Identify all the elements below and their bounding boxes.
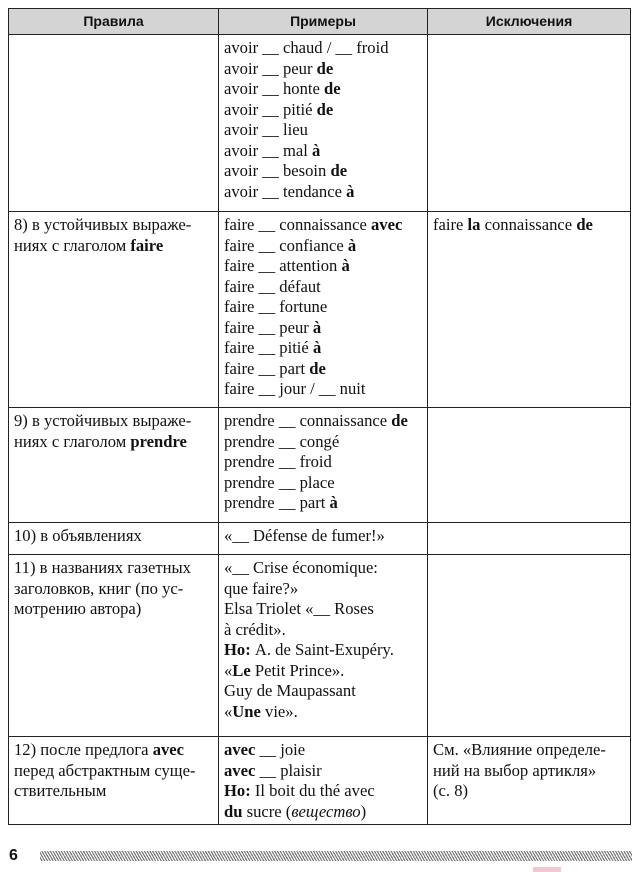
page-number: 6	[9, 847, 18, 864]
text: «	[224, 701, 233, 721]
text: A. de Saint-Exupéry.	[250, 640, 394, 659]
example-cell	[219, 35, 428, 212]
text-line	[14, 526, 213, 547]
text-line	[224, 100, 422, 121]
exception-cell	[428, 737, 631, 825]
text: мотрению автора)	[14, 599, 142, 618]
text: connaissance	[480, 215, 577, 234]
text: avoir __ chaud / __ froid	[224, 38, 389, 57]
text-line	[224, 182, 422, 203]
text-line	[224, 256, 422, 277]
text-line	[224, 781, 422, 802]
bold-text: avec	[224, 760, 256, 780]
text-line	[224, 141, 422, 162]
text-line	[224, 681, 422, 702]
bold-text: à	[341, 256, 350, 275]
text: faire	[433, 215, 468, 234]
text-line	[224, 620, 422, 641]
text: __ plaisir	[255, 760, 322, 780]
text-line	[14, 236, 213, 257]
bold-text: à	[346, 181, 355, 201]
text-line	[224, 236, 422, 257]
text: перед абстрактным суще-	[14, 760, 196, 780]
bold-text: faire	[130, 235, 164, 255]
bold-text: Но:	[224, 781, 251, 800]
text-line	[14, 215, 213, 236]
bold-text: de	[391, 411, 408, 430]
text: __ joie	[255, 740, 306, 759]
text-line	[14, 599, 213, 620]
text-line	[433, 761, 625, 782]
bold-text: avec	[152, 740, 185, 759]
bold-text: avec	[370, 215, 403, 234]
text: avoir __ peur	[224, 58, 317, 78]
bold-text: Le	[232, 660, 251, 680]
text-line	[433, 215, 625, 236]
text-line	[14, 761, 213, 782]
text: Elsa Triolet «__ Roses	[224, 599, 374, 618]
text-line	[224, 277, 422, 298]
rule-cell	[9, 737, 219, 825]
exception-cell	[428, 523, 631, 555]
table-row	[9, 35, 631, 212]
text: à crédit».	[224, 619, 286, 639]
text-line	[224, 802, 422, 823]
text: faire __ attention	[224, 256, 342, 275]
rule-cell	[9, 408, 219, 523]
text: ниях с глаголом	[14, 235, 131, 255]
text: 12) после предлога	[14, 740, 153, 759]
bold-text: à	[347, 235, 357, 255]
example-cell	[219, 212, 428, 408]
text: faire __ pitié	[224, 338, 313, 357]
footer-pink-mark	[533, 867, 561, 872]
bold-text: de	[576, 215, 593, 234]
rule-cell	[9, 35, 219, 212]
text-line	[14, 579, 213, 600]
text-line	[224, 79, 422, 100]
text: sucre (	[242, 801, 292, 821]
text: faire __ connaissance	[224, 215, 371, 234]
header-examples: Примеры	[219, 9, 428, 35]
exception-cell	[428, 555, 631, 737]
text: faire __ jour / __ nuit	[224, 379, 366, 398]
text: 10) в объявлениях	[14, 526, 142, 545]
bold-text: à	[312, 317, 322, 337]
text: 11) в названиях газетных	[14, 558, 191, 577]
bold-text: de	[316, 58, 334, 78]
text: prendre __ part	[224, 493, 330, 512]
bold-text: la	[467, 215, 481, 234]
text-line	[224, 661, 422, 682]
table-row	[9, 408, 631, 523]
table-row	[9, 737, 631, 825]
footer-hatch-divider	[40, 851, 632, 861]
header-rules: Правила	[9, 9, 219, 35]
table-row	[9, 523, 631, 555]
text: avoir __ honte	[224, 79, 325, 98]
example-cell	[219, 408, 428, 523]
text-line	[224, 38, 422, 59]
text: prendre __ place	[224, 472, 335, 492]
rule-cell	[9, 212, 219, 408]
text-line	[224, 59, 422, 80]
text: faire __ fortune	[224, 297, 328, 316]
text-line	[14, 432, 213, 453]
table-row	[9, 555, 631, 737]
text-line	[14, 411, 213, 432]
italic-text: вещество	[291, 801, 361, 821]
bold-text: de	[309, 358, 326, 378]
text: que faire?»	[224, 578, 299, 598]
text: 9) в устойчивых выраже-	[14, 411, 192, 430]
text: Il boit du thé avec	[250, 781, 375, 800]
text-line	[224, 338, 422, 359]
bold-text: avec	[224, 740, 256, 759]
exception-cell	[428, 212, 631, 408]
text-line	[224, 740, 422, 761]
bold-text: de	[324, 79, 341, 98]
bold-text: Но:	[224, 640, 251, 659]
text: См. «Влияние определе-	[433, 740, 606, 759]
rule-cell	[9, 523, 219, 555]
text-line	[224, 558, 422, 579]
table-row	[9, 212, 631, 408]
text-line	[224, 120, 422, 141]
text-line	[224, 411, 422, 432]
text: faire __ confiance	[224, 235, 348, 255]
bold-text: Une	[232, 701, 261, 721]
text-line	[224, 526, 422, 547]
text-line	[224, 761, 422, 782]
text: ний на выбор артикля»	[433, 760, 597, 780]
text: ствительным	[14, 781, 107, 800]
text: avoir __ besoin	[224, 161, 331, 180]
text: avoir __ mal	[224, 140, 313, 160]
text-line	[224, 359, 422, 380]
text: 8) в устойчивых выраже-	[14, 215, 192, 234]
text: avoir __ lieu	[224, 120, 308, 139]
text: Guy de Maupassant	[224, 681, 356, 700]
text-line	[433, 740, 625, 761]
example-cell	[219, 523, 428, 555]
text: faire __ part	[224, 358, 310, 378]
bold-text: à	[329, 493, 338, 512]
text-line	[14, 781, 213, 802]
text-line	[224, 599, 422, 620]
text-line	[224, 493, 422, 514]
rule-cell	[9, 555, 219, 737]
header-exceptions: Исключения	[428, 9, 631, 35]
text: «__ Défense de fumer!»	[224, 526, 385, 545]
text-line	[224, 215, 422, 236]
text: ниях с глаголом	[14, 431, 131, 451]
text-line	[224, 579, 422, 600]
text-line	[14, 558, 213, 579]
example-cell	[219, 737, 428, 825]
text: «__ Crise économique:	[224, 558, 378, 577]
text: vie».	[260, 701, 298, 721]
text-line	[224, 452, 422, 473]
bold-text: de	[330, 161, 348, 180]
text: faire __ défaut	[224, 276, 321, 296]
text: Petit Prince».	[250, 660, 345, 680]
exception-cell	[428, 408, 631, 523]
text-line	[224, 161, 422, 182]
bold-text: à	[312, 140, 321, 160]
bold-text: du	[224, 801, 243, 821]
rules-table	[8, 8, 631, 825]
text-line	[14, 740, 213, 761]
text-line	[224, 318, 422, 339]
text: «	[224, 660, 233, 680]
text-line	[224, 297, 422, 318]
bold-text: à	[312, 338, 322, 357]
text: (с. 8)	[433, 781, 469, 800]
text-line	[224, 473, 422, 494]
text: prendre __ congé	[224, 431, 340, 451]
text: заголовков, книг (по ус-	[14, 578, 184, 598]
exception-cell	[428, 35, 631, 212]
text: faire __ peur	[224, 317, 313, 337]
text: avoir __ tendance	[224, 181, 347, 201]
text-line	[224, 432, 422, 453]
bold-text: prendre	[130, 431, 187, 451]
example-cell	[219, 555, 428, 737]
text: prendre __ connaissance	[224, 411, 392, 430]
text: )	[360, 801, 367, 821]
text: prendre __ froid	[224, 452, 332, 471]
table-header-row	[9, 9, 631, 35]
text-line	[433, 781, 625, 802]
text: avoir __ pitié	[224, 99, 317, 119]
text-line	[224, 702, 422, 723]
text-line	[224, 379, 422, 400]
bold-text: de	[316, 99, 334, 119]
text-line	[224, 640, 422, 661]
